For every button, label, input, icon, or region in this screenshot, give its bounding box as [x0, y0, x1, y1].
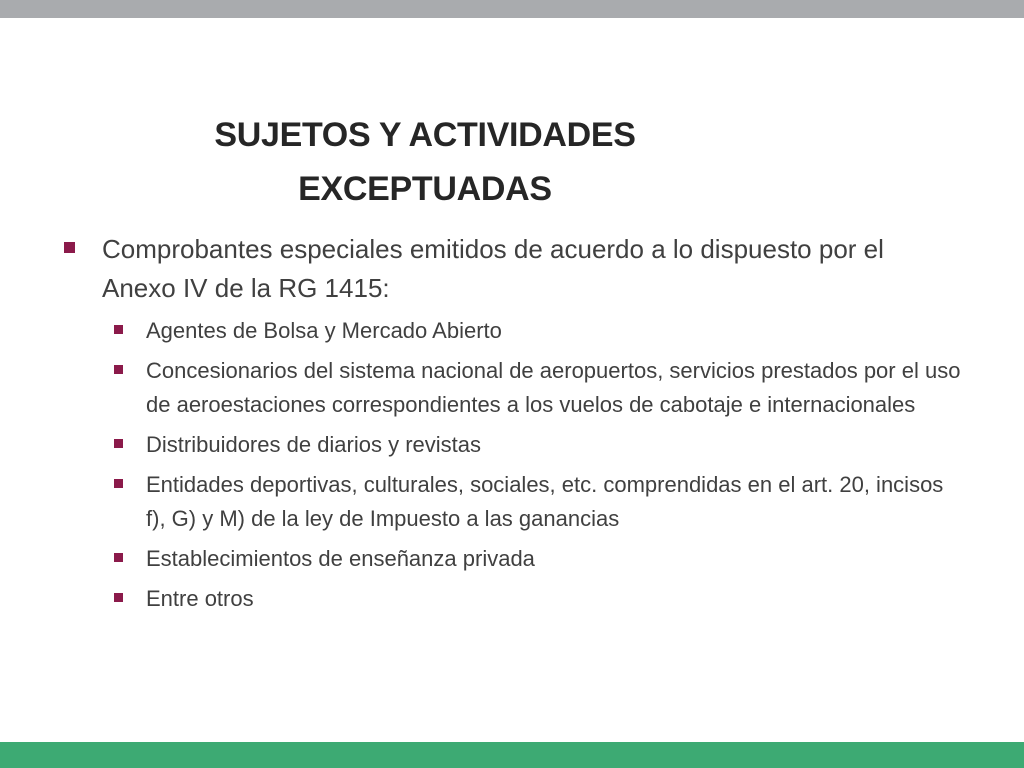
top-decorative-bar	[0, 0, 1024, 18]
sub-bullet-text: Entidades deportivas, culturales, sociales, etc. comprendidas en el art. 20, incisos f), G) y M) de la ley de Impuesto a las ganancias	[146, 472, 944, 531]
square-bullet-icon	[114, 439, 123, 448]
sub-bullet-text: Establecimientos de enseñanza privada	[146, 546, 535, 571]
square-bullet-icon	[114, 325, 123, 334]
sub-bullet-item	[62, 314, 962, 348]
slide-content	[62, 230, 962, 622]
slide-title-line-1: SUJETOS Y ACTIVIDADES	[214, 116, 636, 154]
sub-bullet-item	[62, 468, 962, 536]
square-bullet-icon	[114, 553, 123, 562]
sub-bullet-text: Concesionarios del sistema nacional de aeropuertos, servicios prestados por el uso de aeroestaciones correspondientes a los vuelos de cabotaje e internacionales	[146, 358, 961, 417]
sub-bullet-list	[62, 314, 962, 616]
main-bullet-text: Comprobantes especiales emitidos de acuerdo a lo dispuesto por el Anexo IV de la RG 1415:	[102, 234, 884, 303]
sub-bullet-text: Entre otros	[146, 586, 254, 611]
sub-bullet-text: Agentes de Bolsa y Mercado Abierto	[146, 318, 502, 343]
square-bullet-icon	[114, 593, 123, 602]
slide-title	[160, 108, 690, 216]
sub-bullet-item	[62, 428, 962, 462]
sub-bullet-item	[62, 582, 962, 616]
bottom-decorative-bar	[0, 742, 1024, 768]
main-bullet	[62, 230, 962, 308]
sub-bullet-item	[62, 354, 962, 422]
slide-title-line-2: EXCEPTUADAS	[298, 170, 552, 208]
sub-bullet-item	[62, 542, 962, 576]
square-bullet-icon	[64, 242, 75, 253]
sub-bullet-text: Distribuidores de diarios y revistas	[146, 432, 482, 457]
square-bullet-icon	[114, 479, 123, 488]
square-bullet-icon	[114, 365, 123, 374]
